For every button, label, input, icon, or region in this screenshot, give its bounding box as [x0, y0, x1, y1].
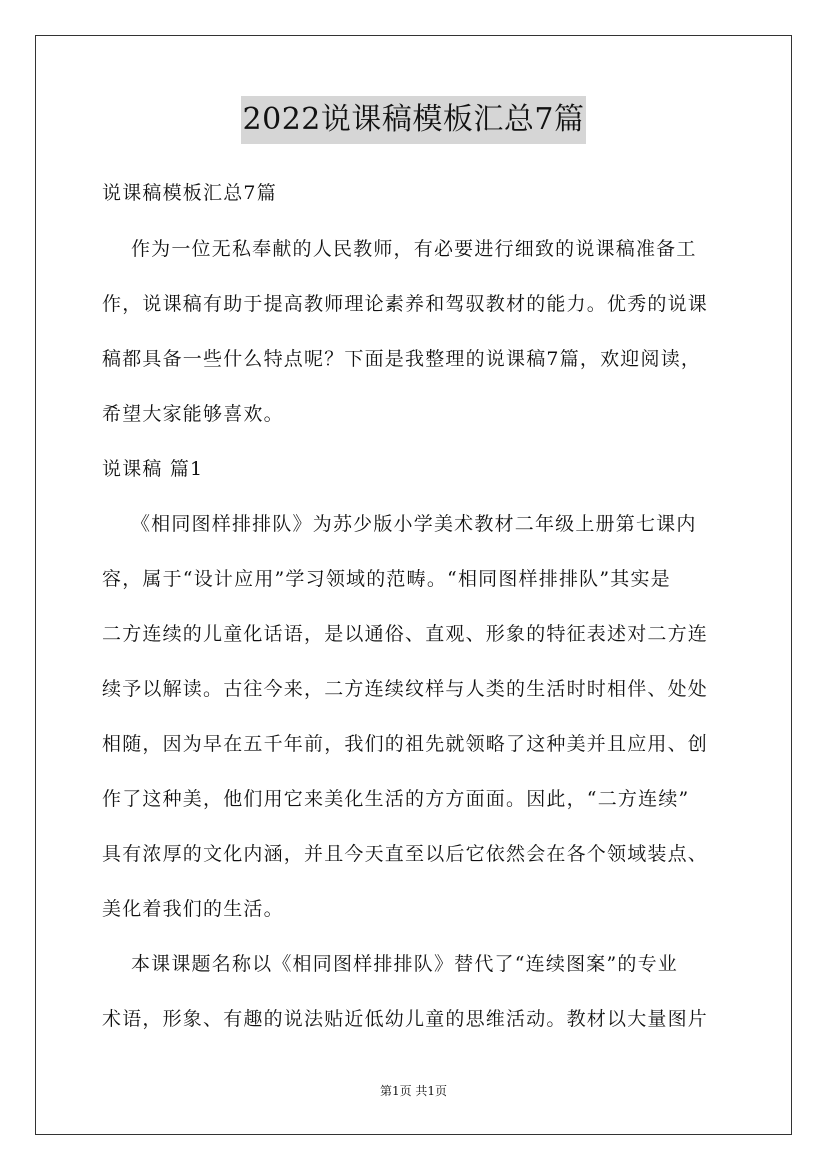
paragraph-line: 希望大家能够喜欢。: [102, 403, 284, 425]
title-container: [0, 96, 827, 144]
paragraph-line: 具有浓厚的文化内涵，并且今天直至以后它依然会在各个领域装点、: [102, 843, 709, 865]
paragraph-line: 本课课题名称以《相同图样排排队》替代了“连续图案”的专业: [102, 953, 678, 975]
paragraph-line: 相随，因为早在五千年前，我们的祖先就领略了这种美并且应用、创: [102, 733, 709, 755]
subtitle-line: 说课稿模板汇总7篇: [102, 182, 277, 204]
paragraph-line: 作，说课稿有助于提高教师理论素养和驾驭教材的能力。优秀的说课: [102, 293, 709, 315]
paragraph-line: 稿都具备一些什么特点呢？下面是我整理的说课稿7篇，欢迎阅读，: [102, 348, 702, 370]
paragraph-line: 作为一位无私奉献的人民教师，有必要进行细致的说课稿准备工: [102, 238, 697, 260]
paragraph-line: 《相同图样排排队》为苏少版小学美术教材二年级上册第七课内: [102, 513, 697, 535]
paragraph-line: 容，属于“设计应用”学习领域的范畴。“相同图样排排队”其实是: [102, 568, 671, 590]
document-title: 2022说课稿模板汇总7篇: [241, 96, 587, 144]
paragraph-line: 术语，形象、有趣的说法贴近低幼儿童的思维活动。教材以大量图片: [102, 1008, 709, 1030]
paragraph-line: 美化着我们的生活。: [102, 898, 284, 920]
page-footer: 第1页 共1页: [379, 1084, 448, 1098]
section-heading: 说课稿 篇1: [102, 458, 204, 480]
paragraph-line: 二方连续的儿童化话语，是以通俗、直观、形象的特征表述对二方连: [102, 623, 709, 645]
paragraph-line: 作了这种美，他们用它来美化生活的方方面面。因此，“二方连续”: [102, 788, 690, 810]
paragraph-line: 续予以解读。古往今来，二方连续纹样与人类的生活时时相伴、处处: [102, 678, 709, 700]
